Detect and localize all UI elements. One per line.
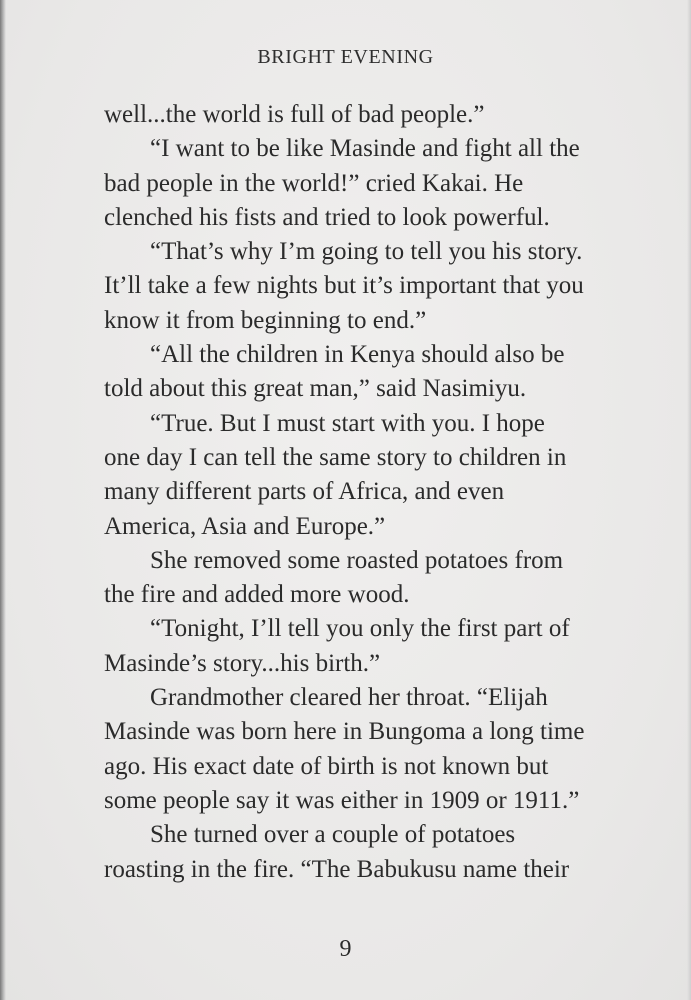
text-line: It’ll take a few nights but it’s important that you [104,272,584,300]
text-line: America, Asia and Europe.” [104,512,386,540]
text-line: She removed some roasted potatoes from [150,546,564,574]
page-binding-edge [0,0,6,1000]
text-line: told about this great man,” said Nasimiyu. [104,375,527,403]
text-line: the fire and added more wood. [104,581,410,609]
text-line: well...the world is full of bad people.” [104,101,485,128]
body-text [104,98,598,887]
text-line: Masinde’s story...his birth.” [104,649,381,677]
text-line: some people say it was either in 1909 or 1911.” [104,786,580,814]
text-line: “True. But I must start with you. I hope [150,409,545,437]
text-line: She turned over a couple of potatoes [150,821,516,849]
text-line: bad people in the world!” cried Kakai. He [104,169,524,197]
text-line: know it from beginning to end.” [104,306,427,334]
text-line: roasting in the fire. “The Babukusu name their [104,855,570,883]
text-line: “All the children in Kenya should also be [150,341,565,369]
text-line: “That’s why I’m going to tell you his story. [150,238,583,266]
text-line: “I want to be like Masinde and fight all the [150,135,580,163]
text-line: ago. His exact date of birth is not known but [104,752,549,780]
text-line: clenched his fists and tried to look powerful. [104,203,550,231]
text-line: many different parts of Africa, and even [104,478,505,506]
running-head: BRIGHT EVENING [257,46,434,68]
text-line: Masinde was born here in Bungoma a long time [104,718,585,746]
text-line: one day I can tell the same story to children in [104,443,567,471]
page-number: 9 [339,936,352,962]
page-outer-edge [687,0,691,1000]
text-line: Grandmother cleared her throat. “Elijah [150,684,548,712]
text-line: “Tonight, I’ll tell you only the first part of [150,615,570,643]
